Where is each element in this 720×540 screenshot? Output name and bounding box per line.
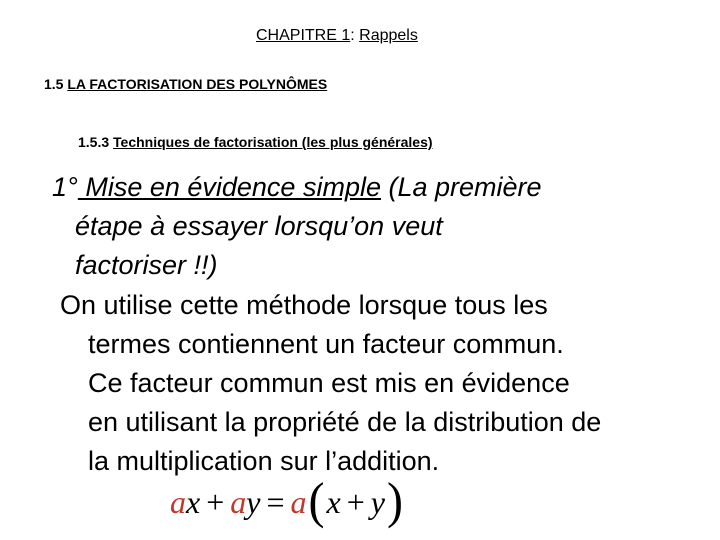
method-heading [52, 168, 682, 285]
formula-factor-a: a [290, 484, 307, 520]
body-line: termes contiennent un facteur commun. [88, 329, 564, 359]
chapter-separator: : [350, 27, 360, 44]
method-heading-rest: (La première [380, 172, 542, 202]
section-number: 1.5 [44, 76, 68, 92]
method-heading-line-3: factoriser !!) [75, 250, 218, 280]
chapter-title [256, 27, 418, 45]
body-line: On utilise cette méthode lorsque tous les [60, 290, 548, 320]
formula-factor-a: a [170, 484, 186, 520]
method-heading-underlined: Mise en évidence simple [77, 172, 381, 202]
formula-var-y: y [246, 484, 261, 520]
formula-var-x: x [326, 484, 341, 520]
formula-equals: = [266, 484, 285, 520]
chapter-name: Rappels [359, 27, 418, 44]
body-paragraph [60, 286, 710, 481]
body-line: la multiplication sur l’addition. [88, 446, 440, 476]
body-line: Ce facteur commun est mis en évidence [88, 368, 570, 398]
formula-var-x: x [186, 484, 201, 520]
section-name: LA FACTORISATION DES POLYNÔMES [67, 76, 328, 92]
body-line: en utilisant la propriété de la distribution de [88, 407, 602, 437]
formula-left-paren: ( [308, 473, 325, 530]
subsection-name: Techniques de factorisation (les plus générales) [113, 134, 433, 150]
chapter-label: CHAPITRE 1 [256, 27, 351, 44]
method-heading-line-1 [52, 168, 682, 207]
section-title [44, 76, 327, 92]
formula-var-y: y [370, 484, 385, 520]
method-heading-prefix: 1° [52, 172, 78, 202]
subsection-number: 1.5.3 [78, 134, 114, 150]
formula-factor-a: a [230, 484, 247, 520]
factorization-formula [170, 474, 405, 530]
subsection-title [78, 134, 433, 150]
method-heading-line-2: étape à essayer lorsqu’on veut [75, 211, 443, 241]
formula-plus: + [206, 484, 225, 520]
formula-right-paren: ) [386, 473, 403, 530]
formula-plus: + [346, 484, 365, 520]
